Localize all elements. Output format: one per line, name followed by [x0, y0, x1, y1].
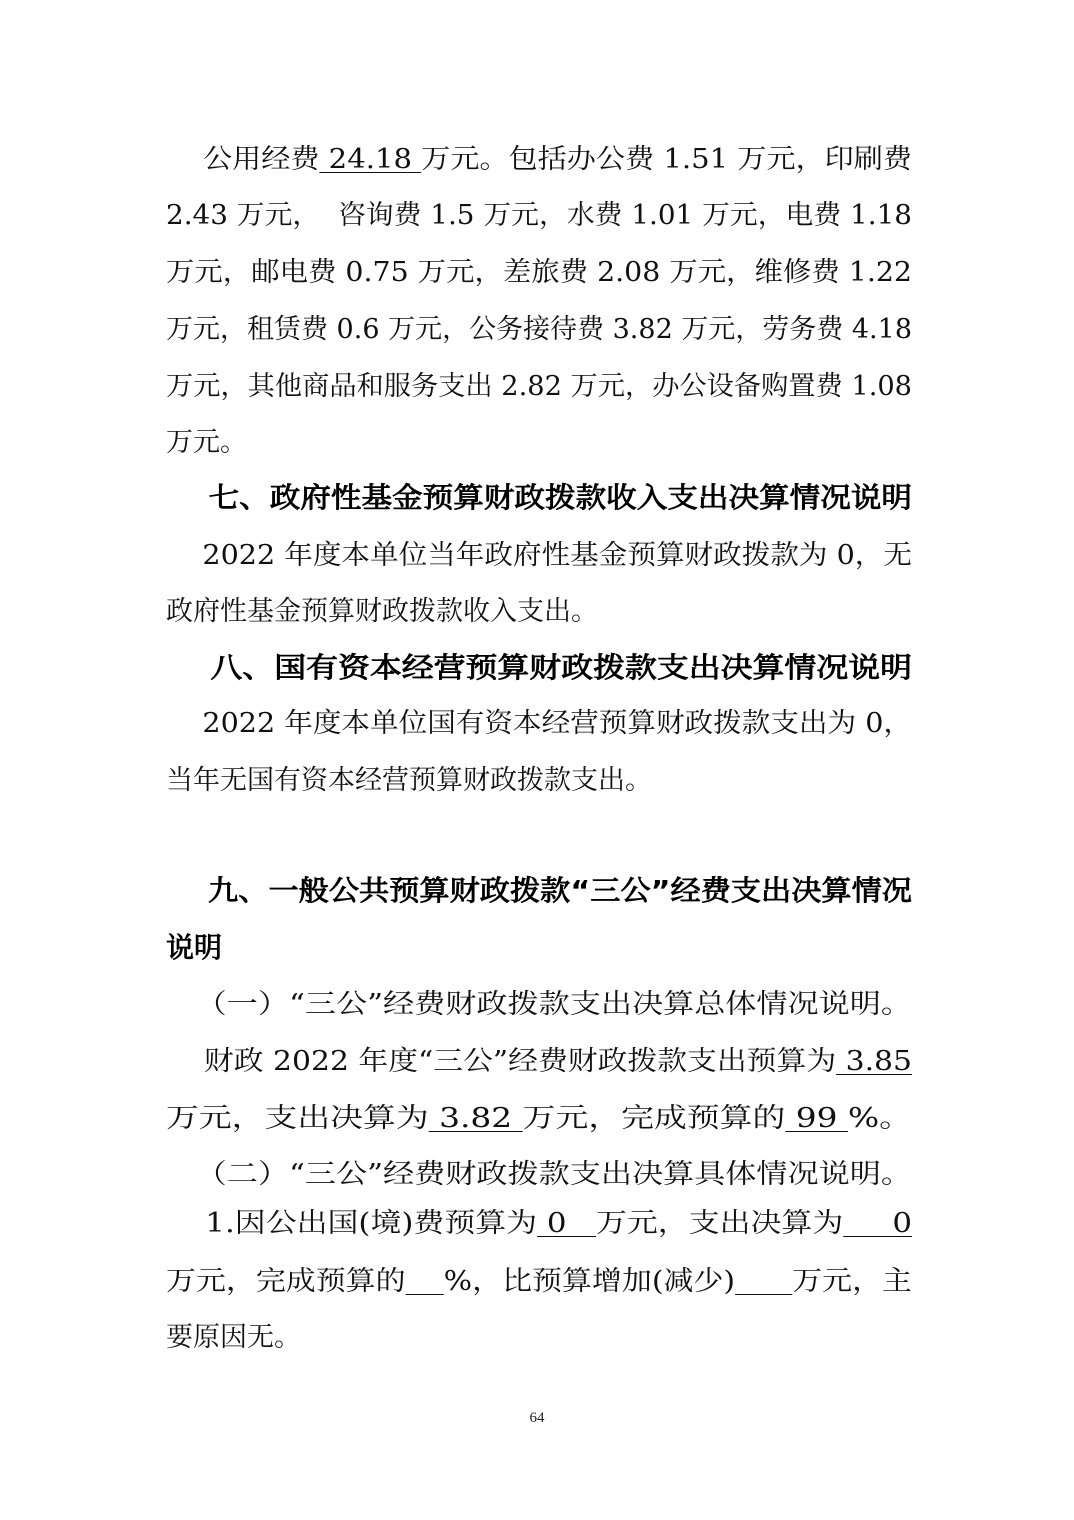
underlined-blank — [406, 1266, 444, 1297]
underlined-blank — [735, 1266, 792, 1297]
text-span: 万元。包括办公费 1.51 万元，印刷费 — [421, 144, 912, 175]
paragraph-line — [166, 706, 912, 742]
text-span: 2022 年度本单位当年政府性基金预算财政拨款为 0，无 — [202, 540, 912, 571]
underlined-value: 24.18 — [319, 144, 422, 175]
text-span: 万元，支出决算为 — [595, 1208, 844, 1239]
text-span: 万元，主 — [792, 1266, 912, 1297]
underlined-value: 99 — [785, 1103, 848, 1134]
paragraph-line — [166, 538, 912, 574]
text-span: （一）“三公”经费财政拨款支出决算总体情况说明。 — [195, 989, 912, 1020]
text-span: （二）“三公”经费财政拨款支出决算具体情况说明。 — [195, 1159, 912, 1190]
paragraph-line: 万元，租赁费 0.6 万元，公务接待费 3.82 万元，劳务费 4.18 — [166, 314, 912, 345]
section-heading — [166, 873, 912, 909]
text-span: 万元，完成预算的 — [522, 1103, 786, 1134]
paragraph-line — [166, 1264, 912, 1300]
section-heading-continued: 说明 — [166, 931, 223, 964]
underlined-value: 0 — [537, 1208, 596, 1239]
section-heading — [166, 650, 912, 686]
subheading — [166, 1157, 912, 1193]
text-span: 财政 2022 年度“三公”经费财政拨款支出预算为 — [203, 1046, 837, 1077]
underlined-value: 0 — [843, 1208, 912, 1239]
text-span: 万元，完成预算的 — [166, 1266, 406, 1297]
paragraph-line: 2.43 万元， 咨询费 1.5 万元，水费 1.01 万元，电费 1.18 — [166, 200, 912, 231]
paragraph-line — [166, 1206, 912, 1242]
underlined-value: 3.85 — [836, 1046, 912, 1077]
subheading — [166, 987, 912, 1023]
paragraph-line: 政府性基金预算财政拨款收入支出。 — [166, 596, 598, 627]
paragraph-line: 万元。 — [166, 427, 247, 458]
paragraph-line — [166, 142, 912, 178]
text-span: %，比预算增加(减少) — [443, 1266, 736, 1297]
heading-text: 九、一般公共预算财政拨款“三公”经费支出决算情况 — [208, 874, 912, 907]
paragraph-line: 当年无国有资本经营预算财政拨款支出。 — [166, 765, 652, 796]
text-span: 1.因公出国(境)费预算为 — [205, 1208, 538, 1239]
text-span: 公用经费 — [203, 144, 320, 175]
paragraph-line — [166, 1044, 912, 1080]
paragraph-line: 万元，其他商品和服务支出 2.82 万元，办公设备购置费 1.08 — [166, 371, 912, 402]
paragraph-line — [166, 1101, 912, 1137]
text-span: 2022 年度本单位国有资本经营预算财政拨款支出为 0， — [202, 708, 912, 739]
underlined-value: 3.82 — [428, 1103, 523, 1134]
section-heading — [166, 480, 912, 516]
paragraph-line: 要原因无。 — [166, 1322, 301, 1353]
text-span: 万元，支出决算为 — [166, 1103, 429, 1134]
page-number: 64 — [529, 1410, 545, 1426]
text-span: %。 — [847, 1103, 912, 1134]
paragraph-line: 万元，邮电费 0.75 万元，差旅费 2.08 万元，维修费 1.22 — [166, 257, 912, 288]
heading-text: 七、政府性基金预算财政拨款收入支出决算情况说明 — [208, 481, 913, 514]
heading-text: 八、国有资本经营预算财政拨款支出决算情况说明 — [210, 651, 913, 684]
